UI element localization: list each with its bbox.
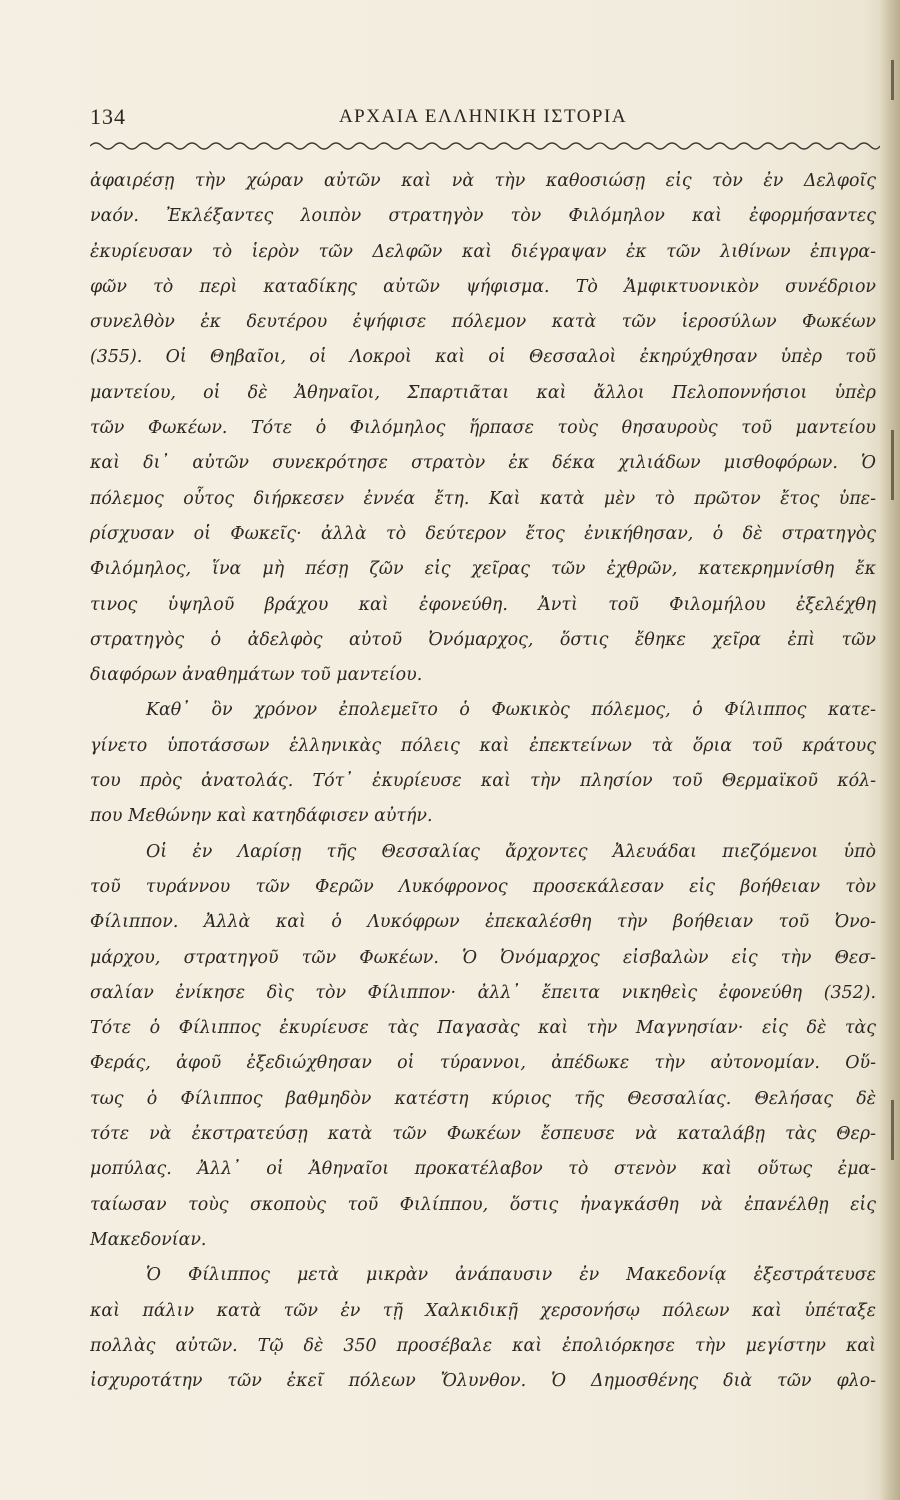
text-line: πολλὰς αὐτῶν. Τῷ δὲ 350 προσέβαλε καὶ ἐπολιόρκησε τὴν μεγίστην καὶ — [90, 1335, 876, 1356]
text-line: (355). Οἱ Θηβαῖοι, οἱ Λοκροὶ καὶ οἱ Θεσσαλοὶ ἐκηρύχθησαν ὑπὲρ τοῦ — [90, 347, 876, 368]
text-line: ρίσχυσαν οἱ Φωκεῖς· ἀλλὰ τὸ δεύτερον ἔτος ἐνικήθησαν, ὁ δὲ στρατηγὸς — [90, 523, 876, 544]
text-line: Φεράς, ἀφοῦ ἐξεδιώχθησαν οἱ τύραννοι, ἀπέδωκε τὴν αὐτονομίαν. Οὕ- — [90, 1053, 876, 1074]
text-line: σαλίαν ἐνίκησε δὶς τὸν Φίλιππον· ἀλλ᾽ ἔπειτα νικηθεὶς ἐφονεύθη (352). — [90, 982, 876, 1003]
text-line: πόλεμος οὗτος διήρκεσεν ἐννέα ἔτη. Καὶ κατὰ μὲν τὸ πρῶτον ἔτος ὑπε- — [90, 488, 876, 509]
text-line: καὶ δι᾽ αὐτῶν συνεκρότησε στρατὸν ἐκ δέκα χιλιάδων μισθοφόρων. Ὁ — [90, 453, 876, 474]
page-edge — [878, 0, 900, 1500]
page-edge-mark — [891, 1100, 894, 1160]
text-line: Καθ᾽ ὃν χρόνον ἐπολεμεῖτο ὁ Φωκικὸς πόλεμος, ὁ Φίλιππος κατε- — [146, 700, 876, 721]
text-line: τότε νὰ ἐκστρατεύσῃ κατὰ τῶν Φωκέων ἔσπευσε νὰ καταλάβῃ τὰς Θερ- — [90, 1124, 876, 1145]
body-text — [90, 164, 876, 1399]
text-line: τινος ὑψηλοῦ βράχου καὶ ἐφονεύθη. Ἀντὶ τοῦ Φιλομήλου ἐξελέχθη — [90, 594, 876, 615]
text-line: Ὁ Φίλιππος μετὰ μικρὰν ἀνάπαυσιν ἐν Μακεδονίᾳ ἐξεστράτευσε — [146, 1265, 876, 1286]
page-edge-mark — [891, 430, 894, 500]
text-line: ἀφαιρέσῃ τὴν χώραν αὐτῶν καὶ νὰ τὴν καθοσιώσῃ εἰς τὸν ἐν Δελφοῖς — [90, 171, 876, 191]
text-line: Οἱ ἐν Λαρίσῃ τῆς Θεσσαλίας ἄρχοντες Ἀλευάδαι πιεζόμενοι ὑπὸ — [146, 841, 876, 862]
text-line: τῶν Φωκέων. Τότε ὁ Φιλόμηλος ἥρπασε τοὺς θησαυροὺς τοῦ μαντείου — [90, 418, 876, 439]
page-edge-mark — [891, 60, 894, 100]
page-number: 134 — [90, 104, 126, 129]
text-line: καὶ πάλιν κατὰ τῶν ἐν τῇ Χαλκιδικῇ χερσονήσῳ πόλεων καὶ ὑπέταξε — [90, 1300, 876, 1321]
text-line: μαντείου, οἱ δὲ Ἀθηναῖοι, Σπαρτιᾶται καὶ ἄλλοι Πελοποννήσιοι ὑπὲρ — [90, 382, 876, 403]
text-line: στρατηγὸς ὁ ἀδελφὸς αὐτοῦ Ὀνόμαρχος, ὅστις ἔθηκε χεῖρα ἐπὶ τῶν — [90, 629, 876, 650]
running-header — [90, 104, 876, 134]
text-line: του πρὸς ἀνατολάς. Τότ᾽ ἐκυρίευσε καὶ τὴν πλησίον τοῦ Θερμαϊκοῦ κόλ- — [90, 771, 876, 792]
text-line: γίνετο ὑποτάσσων ἑλληνικὰς πόλεις καὶ ἐπεκτείνων τὰ ὅρια τοῦ κράτους — [90, 735, 876, 756]
text-line: Φιλόμηλος, ἵνα μὴ πέσῃ ζῶν εἰς χεῖρας τῶν ἐχθρῶν, κατεκρημνίσθη ἔκ — [90, 559, 876, 580]
text-line: μοπύλας. Ἀλλ᾽ οἱ Ἀθηναῖοι προκατέλαβον τὸ στενὸν καὶ οὕτως ἐμα- — [90, 1159, 876, 1180]
text-line: διαφόρων ἀναθημάτων τοῦ μαντείου. — [90, 665, 423, 686]
text-line: που Μεθώνην καὶ κατηδάφισεν αὐτήν. — [90, 806, 433, 827]
text-line: ταίωσαν τοὺς σκοποὺς τοῦ Φιλίππου, ὅστις ἠναγκάσθη νὰ ἐπανέλθῃ εἰς — [90, 1194, 876, 1215]
text-line: μάρχου, στρατηγοῦ τῶν Φωκέων. Ὁ Ὀνόμαρχος εἰσβαλὼν εἰς τὴν Θεσ- — [90, 947, 876, 968]
wavy-rule-ornament — [90, 140, 880, 152]
text-line: Μακεδονίαν. — [90, 1229, 207, 1250]
running-title: ΑΡΧΑΙΑ ΕΛΛΗΝΙΚΗ ΙΣΤΟΡΙΑ — [338, 106, 628, 127]
text-line: Τότε ὁ Φίλιππος ἐκυρίευσε τὰς Παγασὰς καὶ τὴν Μαγνησίαν· εἰς δὲ τὰς — [90, 1018, 876, 1039]
text-line: ἰσχυροτάτην τῶν ἐκεῖ πόλεων Ὄλυνθον. Ὁ Δημοσθένης διὰ τῶν φλο- — [90, 1371, 876, 1392]
text-line: συνελθὸν ἐκ δευτέρου ἐψήφισε πόλεμον κατὰ τῶν ἱεροσύλων Φωκέων — [90, 312, 876, 333]
text-line: Φίλιππον. Ἀλλὰ καὶ ὁ Λυκόφρων ἐπεκαλέσθη τὴν βοήθειαν τοῦ Ὀνο- — [90, 912, 876, 933]
text-line: ναόν. Ἐκλέξαντες λοιπὸν στρατηγὸν τὸν Φιλόμηλον καὶ ἐφορμήσαντες — [90, 206, 876, 227]
text-line: φῶν τὸ περὶ καταδίκης αὐτῶν ψήφισμα. Τὸ Ἀμφικτυονικὸν συνέδριον — [90, 276, 876, 297]
text-line: τως ὁ Φίλιππος βαθμηδὸν κατέστη κύριος τῆς Θεσσαλίας. Θελήσας δὲ — [90, 1088, 876, 1109]
text-line: τοῦ τυράννου τῶν Φερῶν Λυκόφρονος προσεκάλεσαν εἰς βοήθειαν τὸν — [90, 876, 876, 897]
text-line: ἐκυρίευσαν τὸ ἱερὸν τῶν Δελφῶν καὶ διέγραψαν ἐκ τῶν λιθίνων ἐπιγρα- — [90, 241, 876, 262]
